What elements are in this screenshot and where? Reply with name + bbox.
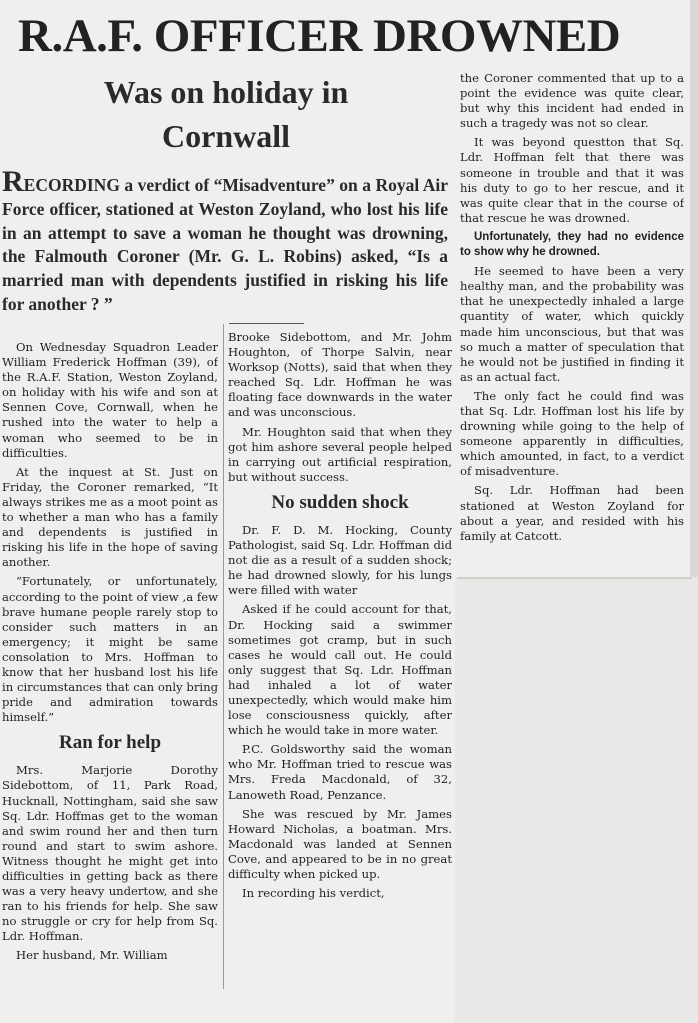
subheadline <box>0 70 452 158</box>
paragraph: It was beyond questton that Sq. Ldr. Hoffman felt that there was someone in trouble and that it was his duty to go to her rescue, and it was quite clear that in the course of that rescue he was drowned. <box>460 135 684 225</box>
subheadline-line-1: Was on holiday in <box>103 74 349 110</box>
column-1 <box>2 340 218 995</box>
paragraph: He seemed to have been a very healthy man, and the probability was that he unexpectedly inhaled a large quantity of water, which quickly made him unconscious, but that was so much a matter of speculation that he would not be justified in finding it as an actual fact. <box>460 264 684 384</box>
lead-paragraph <box>2 165 448 317</box>
lead-text: ECORDING a verdict of “Misadventure” on a Royal Air Force officer, stationed at Weston Zoyland, who lost his life in an attempt to save a woman he thought was drowning, the Falmouth Coroner (Mr. G. L. Robins) asked, “Is a married man with dependents justified in risking his life for another ? ” <box>2 175 448 314</box>
paragraph: Asked if he could account for that, Dr. Hocking said a swimmer sometimes got cramp, but in such cases he would call out. He could only suggest that Sq. Ldr. Hoffman had inhaled a lot of water unexpectedly, which would make him lose consciousness quickly, after which he would take in more water. <box>228 602 452 738</box>
paragraph: The only fact he could find was that Sq. Ldr. Hoffman lost his life by drowning while going to the help of someone apparently in difficulties, which amounted, in fact, to a verdict of misadventure. <box>460 388 684 479</box>
paragraph: She was rescued by Mr. James Howard Nicholas, a boatman. Mrs. Macdonald was landed at Sennen Cove, and appeared to be in no great difficulty when picked up. <box>228 806 452 881</box>
column-3 <box>460 71 684 571</box>
paragraph: Dr. F. D. M. Hocking, County Pathologist, said Sq. Ldr. Hoffman did not die as a result of a sudden shock; he had drowned slowly, for his lungs were filled with water <box>228 522 452 598</box>
column-rule <box>229 323 304 324</box>
section-heading-no-sudden-shock: No sudden shock <box>271 491 409 513</box>
subheadline-line-2: Cornwall <box>162 118 290 154</box>
paragraph: On Wednesday Squadron Leader William Frederick Hoffman (39), of the R.A.F. Station, Weston Zoyland, on holiday with his wife and son at Sennen Cove, Cornwall, when he rushed into the water to help a woman who seemed to be in difficulties. <box>2 340 218 460</box>
headline: R.A.F. OFFICER DROWNED <box>18 10 621 62</box>
paragraph: Her husband, Mr. William <box>16 948 168 963</box>
paragraph: In recording his verdict, <box>242 886 385 901</box>
paragraph: Sq. Ldr. Hoffman had been stationed at Weston Zoyland for about a year, and resided with his family at Catcott. <box>460 483 684 543</box>
paragraph: P.C. Goldsworthy said the woman who Mr. Hoffman tried to rescue was Mrs. Freda Macdonald, of 32, Lanoweth Road, Penzance. <box>228 742 452 802</box>
paragraph: “Fortunately, or unfortunately, according to the point of view ,a few brave humane people rarely stop to consider such matters in an emergency; it might be same consolation to Mrs. Hoffman to know that her husband lost his life in circumstances that can only bring pride and admiration towards himself.” <box>2 574 218 725</box>
bold-paragraph: Unfortunately, they had no evidence to show why he drowned. <box>460 230 684 259</box>
clipping-edge <box>690 0 698 577</box>
paragraph: Mr. Houghton said that when they got him ashore several people helped in carrying out artificial respiration, but without success. <box>228 424 452 484</box>
paragraph: Brooke Sidebottom, and Mr. Johm Houghton, of Thorpe Salvin, near Worksop (Notts), said that when they reached Sq. Ldr. Hoffman he was floating face downwards in the water and was unconscious. <box>228 330 452 420</box>
section-heading-ran-for-help: Ran for help <box>58 732 162 754</box>
paragraph: Mrs. Marjorie Dorothy Sidebottom, of 11, Park Road, Hucknall, Nottingham, said she saw Sq. Ldr. Hoffmas get to the woman and swim round her and then turn round and start to swim ashore. Witness thought he might get into difficulties in getting back as there was a very heavy undertow, and she ran to his friends for help. She saw no struggle or cry for help from Sq. Ldr. Hoffman. <box>2 763 218 944</box>
column-divider <box>223 324 224 989</box>
paragraph: the Coroner commented that up to a point the evidence was quite clear, but why this incident had ended in such a tragedy was not so clear. <box>460 71 684 131</box>
drop-cap: R <box>2 165 24 198</box>
column-2 <box>228 330 452 990</box>
paragraph: At the inquest at St. Just on Friday, the Coroner remarked, “It always strikes me as a moot point as to whether a man who has a family and dependents is justified in risking his life in the hope of saving another. <box>2 464 218 570</box>
